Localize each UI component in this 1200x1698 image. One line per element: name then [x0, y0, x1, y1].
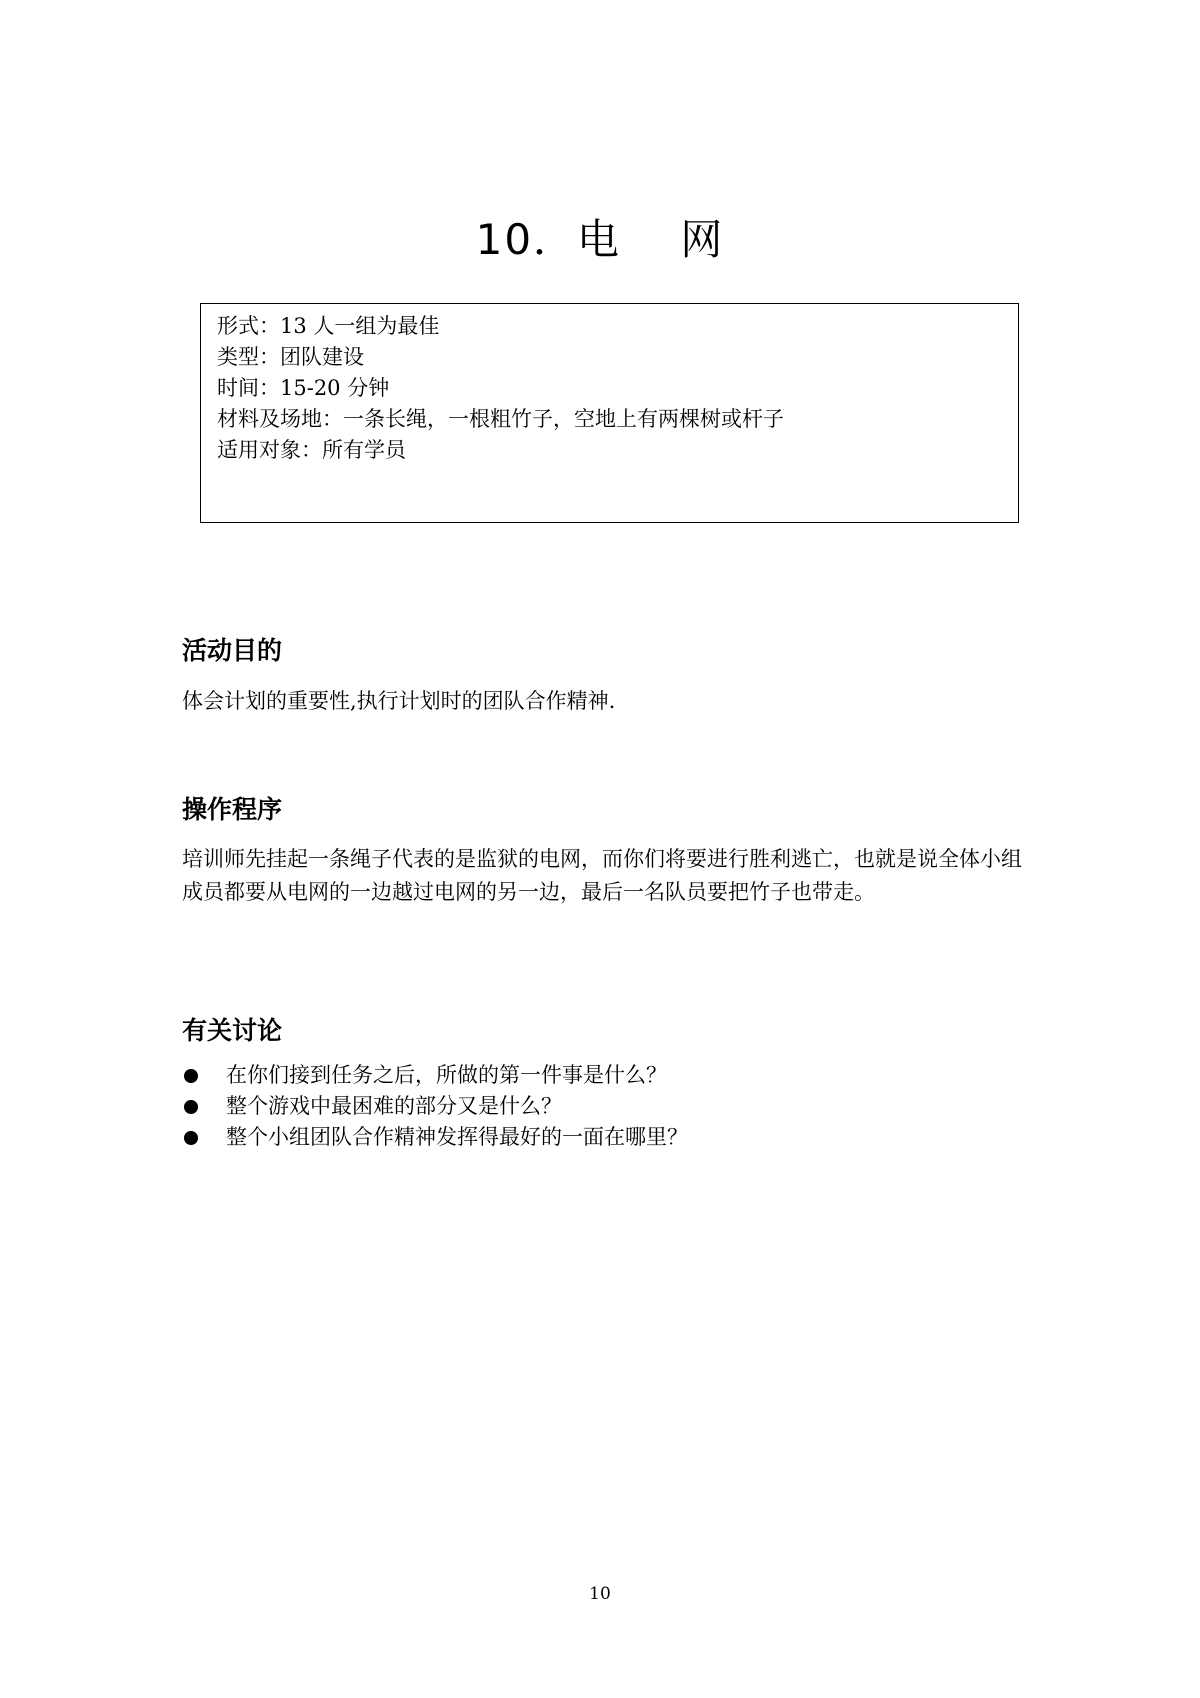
- list-item-text: 整个游戏中最困难的部分又是什么？: [226, 1094, 562, 1118]
- info-audience: 适用对象：所有学员: [217, 438, 406, 462]
- info-type: 类型：团队建设: [217, 345, 364, 369]
- procedure-text: 培训师先挂起一条绳子代表的是监狱的电网，而你们将要进行胜利逃亡，也就是说全体小组成员都要从电网的一边越过电网的另一边，最后一名队员要把竹子也带走。: [182, 847, 1022, 904]
- info-format: 形式：13 人一组为最佳: [217, 314, 440, 338]
- bullet-icon: [184, 1100, 198, 1114]
- list-item-text: 在你们接到任务之后，所做的第一件事是什么？: [226, 1063, 667, 1087]
- list-item: [182, 1091, 1022, 1122]
- list-item: [182, 1122, 1022, 1153]
- page-number: 10: [589, 1584, 611, 1604]
- list-item: [182, 1060, 1022, 1091]
- purpose-text: 体会计划的重要性,执行计划时的团队合作精神.: [182, 689, 616, 713]
- discussion-list: [182, 1060, 1022, 1153]
- procedure-heading: 操作程序: [182, 795, 283, 824]
- bullet-icon: [184, 1131, 198, 1145]
- list-item-text: 整个小组团队合作精神发挥得最好的一面在哪里？: [226, 1125, 688, 1149]
- discussion-heading: 有关讨论: [182, 1016, 283, 1045]
- purpose-heading: 活动目的: [182, 636, 283, 665]
- activity-info-box: [200, 303, 1019, 523]
- bullet-icon: [184, 1069, 198, 1083]
- page-title: 10．电 网: [475, 215, 725, 264]
- info-materials: 材料及场地：一条长绳，一根粗竹子，空地上有两棵树或杆子: [217, 407, 784, 431]
- info-time: 时间：15-20 分钟: [217, 376, 390, 400]
